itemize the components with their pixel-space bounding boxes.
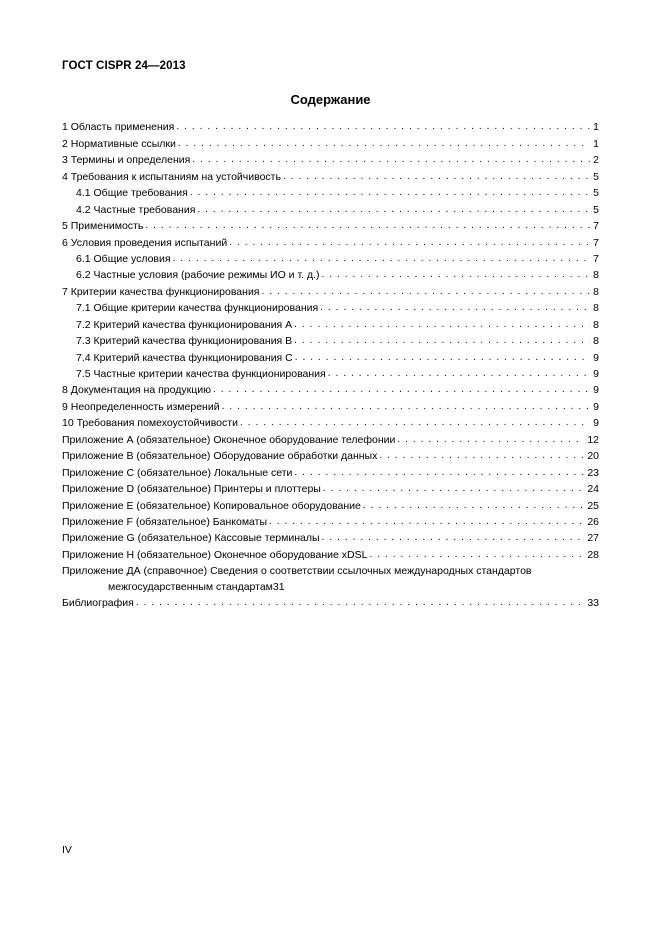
dot-leader	[379, 448, 584, 464]
toc-entry-page: 7	[593, 236, 599, 249]
toc-entry-label: 7.3 Критерий качества функционирования В	[76, 335, 293, 348]
dot-leader	[145, 218, 590, 234]
toc-entry-label: 6.1 Общие условия	[76, 252, 171, 265]
toc-entry-page: 25	[587, 499, 599, 512]
toc-entry-page: 12	[587, 433, 599, 446]
toc-entry[interactable]	[62, 283, 599, 299]
toc-entry-page: 8	[593, 335, 599, 348]
toc-entry[interactable]	[62, 119, 599, 135]
dot-leader	[262, 284, 591, 300]
toc-entry[interactable]	[62, 349, 599, 365]
toc-entry-page: 8	[593, 269, 599, 282]
toc-entry-bibliography[interactable]	[62, 595, 599, 611]
dot-leader	[173, 251, 591, 267]
dot-leader	[178, 136, 590, 152]
toc-entry-label: Приложение F (обязательное) Банкоматы	[62, 515, 267, 528]
toc-entry-label: 3 Термины и определения	[62, 154, 191, 167]
toc-entry-page: 1	[593, 121, 599, 134]
toc-entry[interactable]	[62, 201, 599, 217]
toc-entry-page: 1	[593, 137, 599, 150]
toc-entry[interactable]	[62, 333, 599, 349]
toc-title: Содержание	[290, 92, 371, 107]
toc-entry[interactable]	[62, 448, 599, 464]
toc-entry[interactable]	[62, 316, 599, 332]
toc-entry-page: 24	[587, 483, 599, 496]
toc-entry[interactable]	[62, 530, 599, 546]
toc-entry-page: 8	[593, 318, 599, 331]
toc-entry-label: Приложение В (обязательное) Оборудование обработки данных	[62, 450, 378, 463]
toc-entry-page: 7	[593, 220, 599, 233]
toc-entry[interactable]	[62, 366, 599, 382]
dot-leader	[294, 333, 590, 349]
dot-leader	[369, 547, 584, 563]
toc-entry-page: 5	[593, 170, 599, 183]
dot-leader	[213, 382, 590, 398]
toc-entry-label: 7.1 Общие критерии качества функционирования	[76, 302, 319, 315]
toc-entry[interactable]	[62, 431, 599, 447]
dot-leader	[323, 481, 584, 497]
toc-entry-label: Приложение G (обязательное) Кассовые терминалы	[62, 532, 320, 545]
toc-entry-label: Приложение С (обязательное) Локальные сети	[62, 466, 293, 479]
toc-entry-label: 5 Применимость	[62, 220, 144, 233]
toc-entry-page: 33	[587, 597, 599, 610]
toc-entry-label: 7.5 Частные критерии качества функционирования	[76, 368, 326, 380]
toc-entry[interactable]	[62, 234, 599, 250]
toc-entry-page: 8	[593, 285, 599, 298]
dot-leader	[295, 350, 590, 366]
toc-entry-label: 10 Требования помехоустойчивости	[62, 417, 238, 430]
dot-leader	[363, 498, 584, 514]
dot-leader	[294, 465, 584, 481]
toc-entry[interactable]	[62, 464, 599, 480]
toc-entry-label: 4.1 Общие требования	[76, 187, 188, 200]
page-number: IV	[62, 844, 72, 856]
toc-entry-page: 5	[593, 203, 599, 216]
toc-entry[interactable]	[62, 300, 599, 316]
toc-entry-label: Приложение H (обязательное) Оконечное оборудование xDSL	[62, 548, 368, 561]
toc-entry[interactable]	[62, 267, 599, 283]
toc-entry-page: 9	[593, 351, 599, 364]
toc-entry-page: 9	[593, 400, 599, 413]
dot-leader	[294, 317, 590, 333]
toc-entry-label: 7 Критерии качества функционирования	[62, 285, 260, 298]
toc-entry-label: 7.2 Критерий качества функционирования А	[76, 318, 293, 331]
toc-entry[interactable]	[62, 185, 599, 201]
toc-entry[interactable]	[62, 251, 599, 267]
toc-entry-label: 6.2 Частные условия (рабочие режимы ИО и т. д.)	[76, 269, 320, 282]
toc-entry-label: 1 Область применения	[62, 121, 175, 134]
toc-entry-page: 28	[587, 548, 599, 561]
toc-entry[interactable]	[62, 152, 599, 168]
toc-entry-page: 27	[587, 532, 599, 545]
toc-entry-page: 9	[593, 368, 599, 380]
toc-entry-label: 2 Нормативные ссылки	[62, 137, 176, 150]
toc-entry[interactable]	[62, 382, 599, 398]
toc-entry-page: 9	[593, 417, 599, 430]
dot-leader	[269, 514, 584, 530]
toc-entry-label: 4.2 Частные требования	[76, 203, 196, 216]
dot-leader	[322, 530, 585, 546]
toc-entry-label: Приложение А (обязательное) Оконечное оборудование телефонии	[62, 433, 396, 446]
toc-entry-page: 31	[272, 580, 285, 593]
dot-leader	[397, 432, 584, 448]
toc-entry-label: Библиография	[62, 597, 134, 610]
toc-entry[interactable]	[62, 168, 599, 184]
toc-entry-label: Приложение D (обязательное) Принтеры и плоттеры	[62, 483, 321, 496]
toc-entry-label: 6 Условия проведения испытаний	[62, 236, 228, 249]
dot-leader	[197, 202, 590, 218]
toc-entry-page: 26	[587, 515, 599, 528]
toc-entry[interactable]	[62, 135, 599, 151]
toc-entry[interactable]	[62, 481, 599, 497]
toc-entry-label: Приложение Е (обязательное) Копировальное оборудование	[62, 499, 361, 512]
toc-entry[interactable]	[62, 514, 599, 530]
dot-leader	[328, 366, 590, 382]
toc-entry-label: 8 Документация на продукцию	[62, 384, 211, 397]
toc-entry[interactable]	[62, 497, 599, 513]
dot-leader	[222, 399, 591, 415]
toc-entry[interactable]	[62, 398, 599, 414]
toc-entry[interactable]	[62, 218, 599, 234]
document-header: ГОСТ CISPR 24—2013	[62, 60, 186, 72]
toc-entry-label: 9 Неопределенность измерений	[62, 400, 220, 413]
dot-leader	[321, 267, 590, 283]
toc-entry-page: 7	[593, 252, 599, 265]
toc-entry-page: 2	[593, 154, 599, 167]
toc-entry-label: 7.4 Критерий качества функционирования С	[76, 351, 293, 364]
toc-entry-label: 4 Требования к испытаниям на устойчивость	[62, 170, 281, 183]
toc-entry[interactable]	[62, 415, 599, 431]
toc-entry-label: межгосударственным стандартам	[108, 580, 273, 593]
dot-leader	[283, 169, 590, 185]
toc-entry-page: 5	[593, 187, 599, 200]
dot-leader	[190, 185, 590, 201]
dot-leader	[192, 152, 590, 168]
toc-entry-annex-da[interactable]	[62, 563, 599, 595]
toc-entry-label: Приложение ДА (справочное) Сведения о соответствии ссылочных международных стандартов	[62, 564, 532, 577]
dot-leader	[320, 300, 590, 316]
toc-entry-page: 20	[587, 450, 599, 463]
toc-entry-page: 23	[587, 466, 599, 479]
dot-leader	[176, 119, 590, 135]
dot-leader	[136, 595, 584, 611]
toc-entry-page: 8	[593, 302, 599, 315]
toc-entry-page: 9	[593, 384, 599, 397]
dot-leader	[229, 235, 590, 251]
dot-leader	[240, 415, 590, 431]
toc-entry[interactable]	[62, 546, 599, 562]
table-of-contents	[62, 119, 599, 611]
